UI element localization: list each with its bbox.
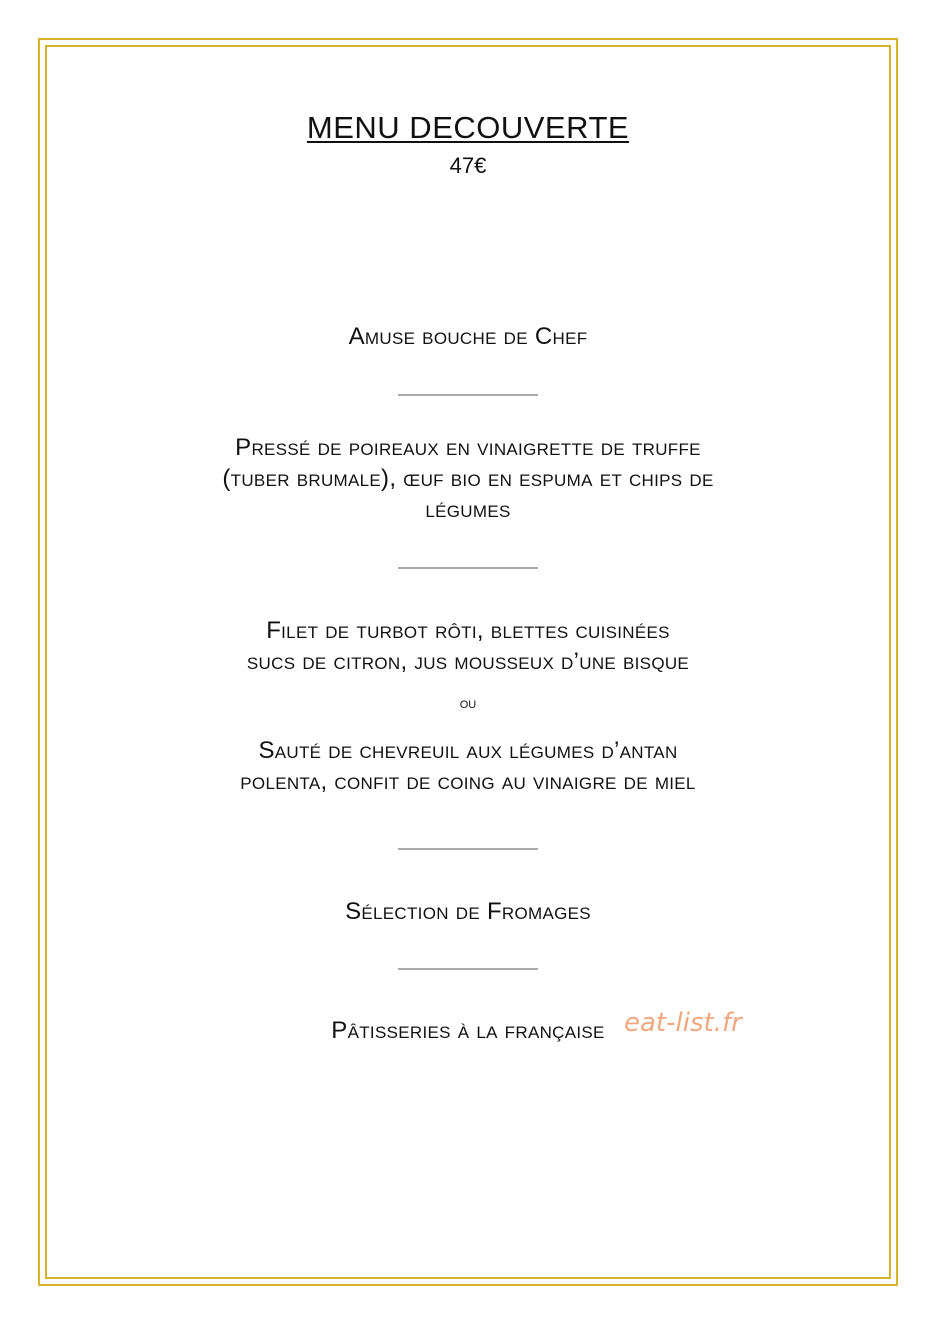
course-line: Sauté de chevreuil aux légumes d’antan bbox=[258, 737, 678, 764]
divider bbox=[398, 394, 538, 396]
course-line: (tuber brumale), œuf bio en espuma et chips de bbox=[222, 465, 714, 492]
course-dessert bbox=[0, 1015, 936, 1046]
divider bbox=[398, 567, 538, 569]
course-line: sucs de citron, jus mousseux d’une bisque bbox=[246, 648, 690, 675]
divider bbox=[398, 968, 538, 970]
menu-price: 47€ bbox=[449, 153, 487, 178]
choice-separator: ou bbox=[459, 695, 477, 712]
menu-title: MENU DECOUVERTE bbox=[306, 110, 630, 145]
watermark: eat-list.fr bbox=[624, 1008, 742, 1038]
course-starter bbox=[0, 432, 936, 525]
course-main-venison bbox=[0, 735, 936, 797]
course-line: Amuse bouche de Chef bbox=[348, 323, 588, 350]
course-line: Pressé de poireaux en vinaigrette de truffe bbox=[235, 434, 701, 461]
course-amuse-bouche bbox=[0, 321, 936, 352]
course-cheese bbox=[0, 896, 936, 927]
course-main-fish bbox=[0, 615, 936, 677]
course-line: légumes bbox=[425, 496, 511, 523]
divider bbox=[398, 848, 538, 850]
course-line: polenta, confit de coing au vinaigre de miel bbox=[240, 768, 696, 795]
course-line: Filet de turbot rôti, blettes cuisinées bbox=[266, 617, 670, 644]
course-line: Pâtisseries à la française bbox=[331, 1017, 605, 1044]
course-line: Sélection de Fromages bbox=[345, 898, 591, 925]
